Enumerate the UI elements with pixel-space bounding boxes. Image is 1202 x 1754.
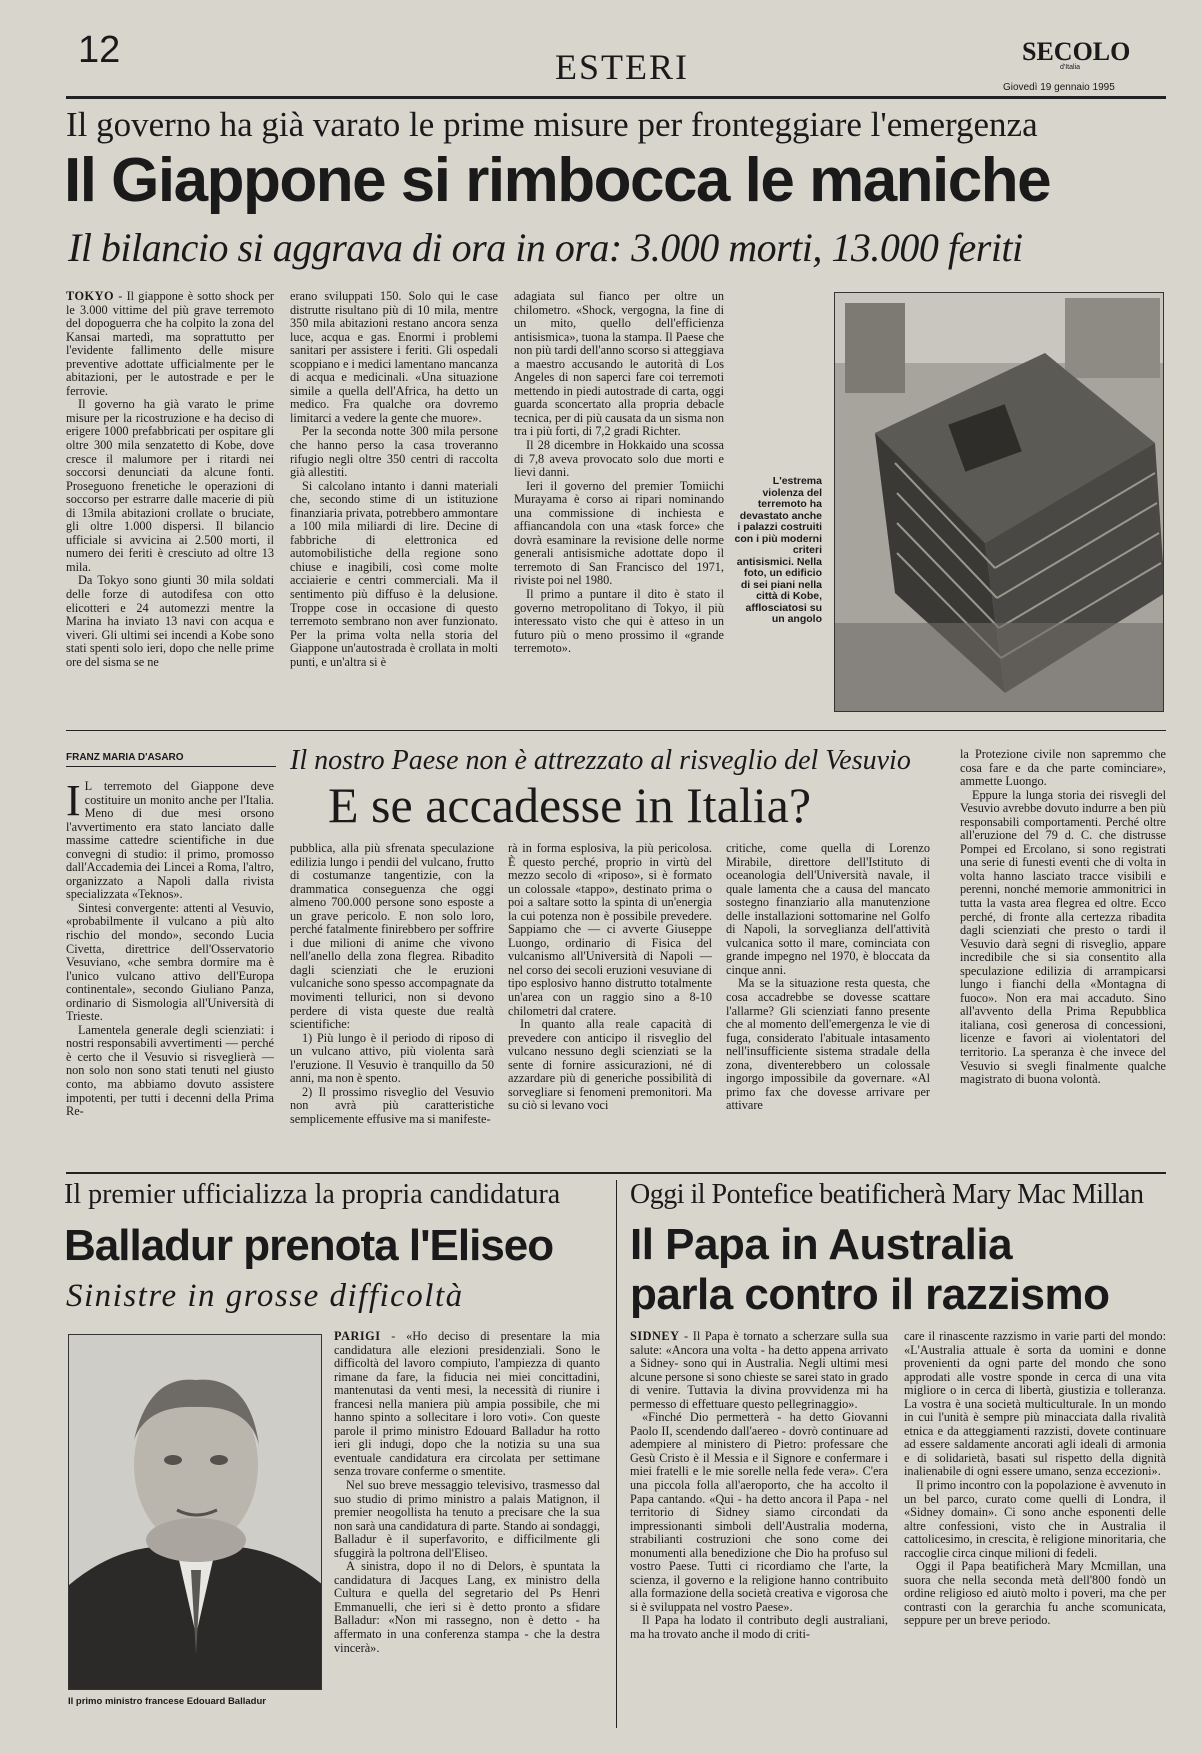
italia-paragraph: In quanto alla reale capacità di prevedere con anticipo il risveglio del vulcano nessuno degli scienziati se la sente di fornire assicurazioni, né di azzardare più di generiche possibilità di sorvegliare si fenomeni premonitori. Ma su ciò si levano voci bbox=[508, 1017, 712, 1113]
balladur-headline: Balladur prenota l'Eliseo bbox=[64, 1221, 554, 1270]
balladur-paragraph: Nel suo breve messaggio televisivo, trasmesso dal suo studio di primo ministro a palais Matignon, il premier neogollista ha tenuto a precisare che la sua non sarà una candidatura di parte. Stando ai sondaggi, Balladur è il superfavorito, e difficilmente gli sfuggirà la poltrona dell'Eliseo. bbox=[334, 1478, 600, 1560]
balladur-portrait-illustration bbox=[69, 1335, 322, 1690]
japan-headline: Il Giappone si rimbocca le maniche bbox=[64, 146, 1051, 215]
balladur-column: PARIGI - «Ho deciso di presentare la mia candidatura alle elezioni presidenziali. Sono le difficoltà del lavoro compiuto, l'ampiezza di quanto rimane da fare, la fiducia nei miei concittadini, mantenutasi da venti mesi, la necessità di riunire i francesi nella maniera più ampia possibile, che mi hanno spinto a sollecitare i loro voti». Con queste parole il primo ministro Edouard Balladur ha rotto ieri gli indugi, dopo che la notizia su una sua eventuale candidatura era circolata per settimane senza trovare conferme o smentite. Nel suo breve messaggio televisivo, trasmesso dal suo studio di primo ministro a palais Matignon, il premier neogollista ha tenuto a precisare che la sua non sarà una candidatura di parte. Stando ai sondaggi, Balladur è il superfavorito, e difficilmente gli sfuggirà la poltrona dell'Eliseo. A sinistra, dopo il no di Delors, è spuntata la candidatura di Jacques Lang, ex ministro della Cultura e quella del segretario del Ps Henri Emmanuelli, che ieri si è detto pronto a sfidare Balladur: «Non mi rassegno, non è detto - ha affermato in una conferenza stampa - che la destra vincerà». bbox=[334, 1330, 600, 1655]
italia-paragraph: Sintesi convergente: attenti al Vesuvio, «probabilmente il vulcano a più alto rischio del mondo», secondo Lucia Civetta, direttrice dell'Osservatorio Vesuviano, «che sembra dormire ma è l'unico vulcano attivo dell'Europa continentale», secondo Giuliano Panza, ordinario di Sismologia all'Università di Trieste. bbox=[66, 900, 274, 1024]
balladur-dateline: PARIGI bbox=[334, 1330, 381, 1343]
italia-bottom-rule bbox=[66, 1172, 1166, 1174]
papa-column-1: SIDNEY - Il Papa è tornato a scherzare sulla sua salute: «Ancora una volta - ha detto appena arrivato a Sidney- sono qui in Australia. Negli ultimi mesi alcune persone si sono chieste se sarei stato in grado di venire. Tuttavia la divina provvidenza mi ha permesso di effettuare questo pellegrinaggio». «Finché Dio permetterà - ha detto Giovanni Paolo II, scendendo dall'aereo - dovrò continuare ad adempiere al ministero di Pietro: professare che Gesù Cristo è il Messia e il Signore e confermare i miei fratelli e le mie sorelle nella fede vera». C'era una piccola folla all'aeroporto, che ha accolto il Papa cantando. «Qui - ha detto ancora il Papa - nel territorio di Sidney siamo circondati da impressionanti simboli dell'Australia moderna, strabilianti costruzioni che sono come dei monumenti alla benedizione che Dio ha profuso sul vostro Paese. Tutti ci ricordiamo che l'arte, la scienza, il governo e la religione hanno contribuito alla formazione della società creativa e vigorosa che si è sviluppata nel vostro Paese». Il Papa ha lodato il contributo degli australiani, ma ha trovato anche il modo di criti- bbox=[630, 1330, 888, 1642]
papa-paragraph: Il Papa ha lodato il contributo degli australiani, ma ha trovato anche il modo di criti- bbox=[630, 1613, 888, 1642]
italia-kicker: Il nostro Paese non è attrezzato al risveglio del Vesuvio bbox=[290, 745, 911, 776]
bottom-column-divider bbox=[616, 1180, 617, 1728]
italia-column-1: I L terremoto del Giappone deve costituire un monito anche per l'Italia. Meno di due mesi orsono l'avvertimento era stato lanciato dalle massime cattedre scientifiche in due convegni di studio: il primo, promosso dall'Accademia dei Lincei a Roma, l'altro, organizzato a Napoli dalla rivista specializzata «Teknos». Sintesi convergente: attenti al Vesuvio, «probabilmente il vulcano a più alto rischio del mondo», secondo Lucia Civetta, direttrice dell'Osservatorio Vesuviano, «che sembra dormire ma è l'unico vulcano attivo dell'Europa continentale», secondo Giuliano Panza, ordinario di Sismologia all'Università di Trieste. Lamentela generale degli scienziati: i nostri responsabili avvertimenti — perché è certo che il Vesuvio si risveglierà — non solo non sono stati tenuti nel giusto conto, ma abbiamo dovuto assistere impotenti, per tutti i decenni della Prima Re- bbox=[66, 780, 274, 1119]
italia-paragraph: Lamentela generale degli scienziati: i nostri responsabili avvertimenti — perché è certo che il Vesuvio si risveglierà — non solo non sono stati tenuti nel giusto conto, ma abbiamo dovuto assistere impotenti, per tutti i decenni della Prima Re- bbox=[66, 1022, 274, 1119]
italia-paragraph: Ma se la situazione resta questa, che cosa accadrebbe se dovesse scattare l'allarme? Gli scienziati fanno presente che al momento dell'emergenza le vie di fuga, considerato l'abituale intasamento nell'insufficiente sistema stradale della zona, diventerebbero un colossale ingorgo impossibile da governare. «Al primo fax che dovesse arrivare per attivare bbox=[726, 976, 930, 1113]
italia-paragraph: 1) Più lungo è il periodo di riposo di un vulcano attivo, più violenta sarà l'eruzione. Il Vesuvio è tranquillo da 50 anni, ma non è spento. bbox=[290, 1030, 494, 1086]
italia-paragraph: Eppure la lunga storia dei risvegli del Vesuvio avrebbe dovuto indurre a ben più responsabili comportamenti. Perché oltre all'eruzione del 79 d. C. che distrusse Pompei ed Ercolano, si sono registrati una serie di funesti eventi che di volta in volta hanno lasciato tracce visibili e perenni, nonché memorie ammonitrici in tutta la vasta area flegrea ed oltre. Ecco perché, di fronte alla certezza ribadita dagli scienziati che presto o tardi il Vesuvio darà segni di risveglio, appare incredibile che si sia consentito alla speculazione edilizia di arrampicarsi lungo i fianchi della «Montagna di fuoco». Non era mai accaduto. Sino all'avvento della Prima Repubblica italiana, così generosa di concessioni, licenze e favori ai violentatori del territorio. La speranza è che invece del Vesuvio si svegli finalmente qualche magistrato di buona volontà. bbox=[960, 787, 1166, 1087]
italia-byline-rule bbox=[66, 766, 276, 767]
papa-dateline: SIDNEY bbox=[630, 1330, 680, 1343]
issue-date: Giovedì 19 gennaio 1995 bbox=[1003, 82, 1115, 93]
section-title: ESTERI bbox=[555, 47, 689, 87]
page-number: 12 bbox=[78, 29, 121, 71]
papa-kicker: Oggi il Pontefice beatificherà Mary Mac Millan bbox=[630, 1179, 1144, 1210]
japan-paragraph: Per la seconda notte 300 mila persone che hanno perso la casa troveranno rifugio negli oltre 350 centri di raccolta già allestiti. bbox=[290, 424, 498, 480]
japan-paragraph: Si calcolano intanto i danni materiali che, secondo stime di un istituzione finanziaria privata, potrebbero ammontare a 100 mila miliardi di lire. Decine di fabbriche di elettronica ed automobilistiche della regione sono chiuse e inagibili, così come molte acciaierie e centri commerciali. Ma il sentimento più diffuso è la delusione. Troppe cose in occasione di questo terremoto sembrano non aver funzionato. Per la prima volta nella storia del Giappone un'autostrada è crollata in molti punti, e un'altra si è bbox=[290, 478, 498, 669]
japan-paragraph: adagiata sul fianco per oltre un chilometro. «Shock, vergogna, la fine di un mito, quello dell'efficienza antisismica», tuona la stampa. Il Paese che non più tardi dell'anno scorso si atteggiava a maestro accusando le autorità di Los Angeles di non saperci fare coi terremoti mettendo in piedi autostrade di carta, oggi guarda sconcertato alla propria debacle tecnica, per di più causata da un sisma non tra i più forti, di 7,2 gradi Richter. bbox=[514, 290, 724, 439]
japan-paragraph: Il governo ha già varato le prime misure per la ricostruzione e ha deciso di erigere 1000 prefabbricati per ospitare gli oltre 300 mila senzatetto di Kobe, dove cresce il malumore per i ritardi nei soccorsi denunciati da alcune fonti. Proseguono frenetiche le operazioni di soccorso per estrarre dalle macerie di più di 13mila abitazioni crollate o bruciate, gli oltre 1.000 dispersi. Il bilancio ufficiale si avvicina ai 2.500 morti, il numero dei feriti è cresciuto ad oltre 13 mila. bbox=[66, 397, 274, 574]
japan-column-2 bbox=[290, 290, 498, 722]
papa-headline-line-1: Il Papa in Australia bbox=[630, 1220, 1013, 1269]
newspaper-logo: SECOLO bbox=[1022, 37, 1131, 66]
japan-paragraph: Il 28 dicembre in Hokkaido una scossa di 7,8 aveva provocato solo due morti e lievi danni. bbox=[514, 438, 724, 480]
italia-column-5 bbox=[960, 748, 1166, 1168]
papa-paragraph: care il rinascente razzismo in varie parti del mondo: «L'Australia attuale è sorta da uomini e donne provenienti da ogni parte del mondo che sono approdati alle vostre sponde in cerca di una vita migliore o in cerca di libertà, giustizia e tolleranza. La vostra è una società multiculturale. In un mondo in cui l'unità è sempre più minacciata dalla rivalità etnica e da atteggiamenti razzisti, dovete continuare ad essere saldamente ancorati agli ideali di armonia e di solidarietà, basati sul rispetto della dignità inalienabile di ogni essere umano, senza eccezioni». bbox=[904, 1330, 1166, 1479]
papa-paragraph: Il primo incontro con la popolazione è avvenuto in un bel parco, curato come quelli di Londra, il «Sidney domain». Ci sono anche esponenti delle altre confessioni, visto che in Australia il cattolicesimo, in crescita, è religione minoritaria, che raccoglie circa cinque milioni di fedeli. bbox=[904, 1478, 1166, 1560]
balladur-subheadline: Sinistre in grosse difficoltà bbox=[66, 1278, 464, 1314]
italia-column-4 bbox=[726, 842, 930, 1168]
italia-paragraph: 2) Il prossimo risveglio del Vesuvio non avrà più caratteristiche semplicemente effusive ma si manifeste- bbox=[290, 1084, 494, 1126]
italia-byline: FRANZ MARIA D'ASARO bbox=[66, 752, 184, 763]
japan-paragraph: Il primo a puntare il dito è stato il governo metropolitano di Tokyo, il più interessato visto che qui è atteso in un futuro più o meno prossimo il «grande terremoto». bbox=[514, 587, 724, 656]
kobe-photo-caption: L'estrema violenza del terremoto ha devastato anche i palazzi costruiti con i più moderni criteri antisismici. Nella foto, un edificio di sei piani nella città di Kobe, afflosciatosi su un angolo bbox=[734, 475, 822, 625]
newspaper-logo-sub: d'Italia bbox=[1060, 64, 1081, 71]
japan-column-1: TOKYO - Il giappone è sotto shock per le 3.000 vittime del più grave terremoto del dopoguerra che ha colpito la zona del Kansai martedì, ma soprattutto per l'evidente fallimento delle misure preventive adottate ufficialmente per le abitazioni, per le autostrade e per le ferrovie. Il governo ha già varato le prime misure per la ricostruzione e ha deciso di erigere 1000 prefabbricati per ospitare gli oltre 300 mila senzatetto di Kobe, dove cresce il malumore per i ritardi nei soccorsi denunciati da alcune fonti. Proseguono frenetiche le operazioni di soccorso per estrarre dalle macerie di più di 13mila abitazioni crollate o bruciate, gli oltre 1.000 dispersi. Il bilancio ufficiale si avvicina ai 2.500 morti, il numero dei feriti è cresciuto ad oltre 13 mila. Da Tokyo sono giunti 30 mila soldati delle forze di autodifesa con otto elicotteri e 24 automezzi mentre la Marina ha inviato 13 navi con acqua e viveri. Gli ultimi sei incendi a Kobe sono stati spenti solo ieri, dopo che nelle prime ore del sisma se ne bbox=[66, 290, 274, 669]
balladur-kicker: Il premier ufficializza la propria candidatura bbox=[64, 1179, 561, 1210]
italia-paragraph: la Protezione civile non sapremmo che cosa fare e da che parte cominciare», ammette Luongo. bbox=[960, 748, 1166, 789]
balladur-photo-caption: Il primo ministro francese Edouard Balladur bbox=[68, 1696, 266, 1707]
papa-column-2 bbox=[904, 1330, 1166, 1726]
japan-subheadline: Il bilancio si aggrava di ora in ora: 3.000 morti, 13.000 feriti bbox=[68, 225, 1023, 270]
japan-kicker: Il governo ha già varato le prime misure per fronteggiare l'emergenza bbox=[66, 105, 1038, 144]
header-rule bbox=[66, 96, 1166, 99]
italia-paragraph: critiche, come quella di Lorenzo Mirabile, direttore dell'Istituto di oceanologia dell'Università navale, il quale lamenta che a causa del mancato sostegno finanziario alla manutenzione delle installazioni sottomarine nel Golfo di Napoli, la sorveglianza dell'attività vulcanica sotto il mare, cominciata con grande impegno nel 1970, è bloccata da cinque anni. bbox=[726, 842, 930, 977]
japan-bottom-rule bbox=[66, 730, 1166, 731]
italia-column-3 bbox=[508, 842, 712, 1168]
kobe-building-illustration bbox=[835, 293, 1164, 712]
italia-paragraph: pubblica, alla più sfrenata speculazione edilizia lungo i pendii del vulcano, frutto di costumanze tangentizie, con la drammatica conseguenza che oggi almeno 700.000 persone sono esposte a un grave pericolo. E non solo loro, perché fatalmente finirebbero per soffrire i due milioni di anime che vivono nell'anello della zona flegrea. Ribadito dagli scienziati che le eruzioni vulcaniche sono spesso accompagnate da movimenti tellurici, non si devono perdere di vista queste due realtà scientifiche: bbox=[290, 842, 494, 1032]
japan-column-3 bbox=[514, 290, 724, 722]
balladur-photo bbox=[68, 1334, 322, 1690]
japan-paragraph: Ieri il governo del premier Tomiichi Murayama è corso ai ripari nominando una commissione di inchiesta e affiancandola con una «task force» che dovrà esaminare la revisione delle norme generali antisismiche adottate dopo il terremoto di San Francisco del 1971, riviste poi nel 1980. bbox=[514, 478, 724, 588]
italia-column-2 bbox=[290, 842, 494, 1168]
japan-dateline: TOKYO bbox=[66, 290, 115, 303]
italia-dropcap: I bbox=[66, 780, 81, 825]
japan-paragraph: erano sviluppati 150. Solo qui le case distrutte risultano più di 10 mila, mentre 350 mila abitazioni restano ancora senza luce, acqua e gas. Enormi i problemi sanitari per assistere i feriti. Gli ospedali scoppiano e i medici lamentano mancanza di acqua e medicinali. «Una situazione simile a quella dell'Africa, ha detto un medico. Fra qualche ora dovremo limitarci a vedere la gente che muore». bbox=[290, 290, 498, 425]
papa-paragraph: «Finché Dio permetterà - ha detto Giovanni Paolo II, scendendo dall'aereo - dovrò continuare ad adempiere al ministero di Pietro: professare che Gesù Cristo è il Messia e il Signore e confermare i miei fratelli e le mie sorelle nella fede vera». C'era una piccola folla all'aeroporto, che ha accolto il Papa cantando. «Qui - ha detto ancora il Papa - nel territorio di Sidney siamo circondati da impressionanti simboli dell'Australia moderna, strabilianti costruzioni che sono come dei monumenti alla benedizione che Dio ha profuso sul vostro Paese. Tutti ci ricordiamo che l'arte, la scienza, il governo e la religione hanno contribuito alla formazione della società creativa e vigorosa che si è sviluppata nel vostro Paese». bbox=[630, 1410, 888, 1614]
papa-headline-line-2: parla contro il razzismo bbox=[630, 1270, 1110, 1319]
italia-headline: E se accadesse in Italia? bbox=[328, 777, 812, 833]
italia-paragraph: rà in forma esplosiva, la più pericolosa. È questo perché, proprio in virtù del mezzo secolo di «riposo», si è formato un colossale «tappo», destinato prima o poi a saltare sotto la spinta di un'energia la cui potenza non è possibile prevedere. Sappiamo che — ci avverte Giuseppe Luongo, ordinario di Fisica del vulcanismo all'Università di Napoli — nel corso dei secoli eruzioni vesuviane di tipo esplosivo hanno distrutto totalmente un'area con un raggio sino a 8-10 chilometri dal cratere. bbox=[508, 842, 712, 1018]
papa-paragraph: Oggi il Papa beatificherà Mary Mcmillan, una suora che nella seconda metà dell'800 fondò un ordine religioso ed aiutò molto i poveri, ma che per contrasti con la gerarchia fu anche scomunicata, seppure per un breve periodo. bbox=[904, 1559, 1166, 1628]
balladur-paragraph: A sinistra, dopo il no di Delors, è spuntata la candidatura di Jacques Lang, ex ministro della Cultura e quella del segretario del Ps Henri Emmanuelli, che ieri si è detto pronto a sfidare Balladur: «Non mi rassegno, non è detto - ha affermato in una conferenza stampa - che la destra vincerà». bbox=[334, 1559, 600, 1655]
japan-paragraph: Da Tokyo sono giunti 30 mila soldati delle forze di autodifesa con otto elicotteri e 24 automezzi mentre la Marina ha inviato 13 navi con acqua e viveri. Gli ultimi sei incendi a Kobe sono stati spenti solo ieri, dopo che nelle prime ore del sisma se ne bbox=[66, 573, 274, 669]
kobe-building-photo bbox=[834, 292, 1164, 712]
